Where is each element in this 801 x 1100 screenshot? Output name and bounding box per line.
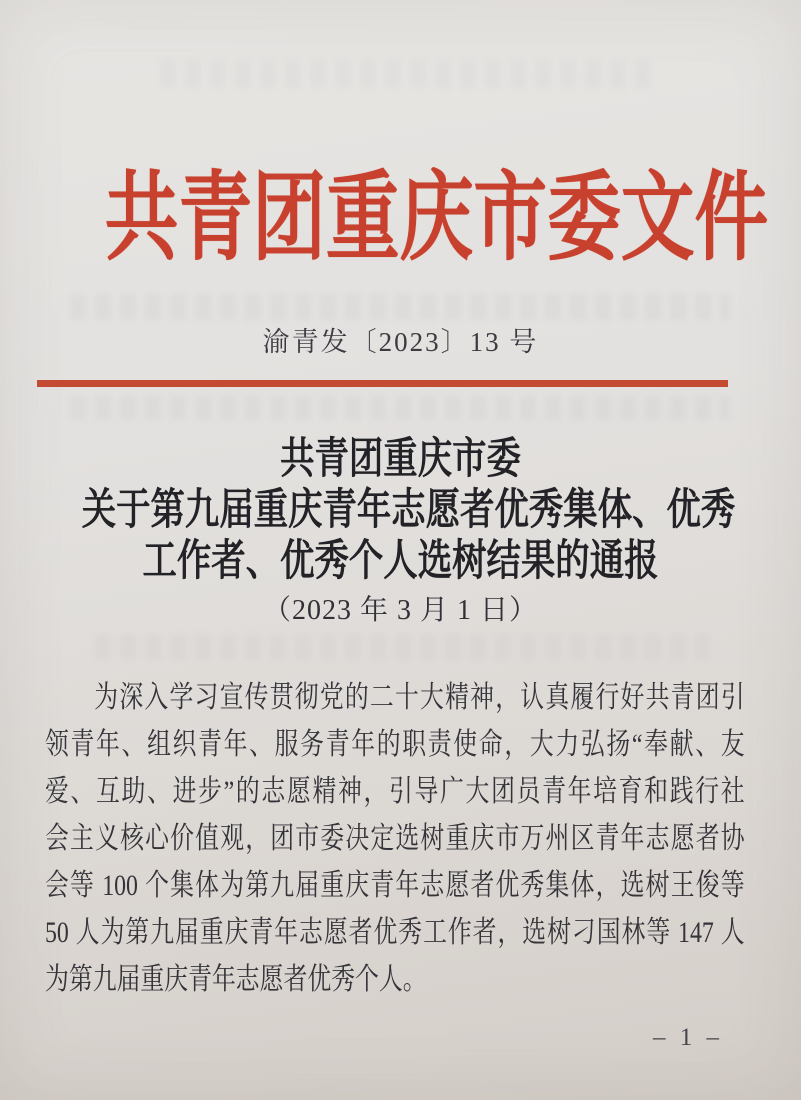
body-text-line: 为第九届重庆青年志愿者优秀个人。 xyxy=(45,963,427,996)
body-text-line: 为深入学习宣传贯彻党的二十大精神，认真履行好共青团引 xyxy=(94,681,745,714)
body-text-line: 爱、互助、进步”的志愿精神，引导广大团员青年培育和践行社 xyxy=(45,775,745,808)
document-title-line xyxy=(0,434,801,485)
body-text-line: 会主义核心价值观，团市委决定选树重庆市万州区青年志愿者协 xyxy=(45,822,745,855)
bleed-through-artifact xyxy=(160,60,660,88)
body-text-line: 会等 100 个集体为第九届重庆青年志愿者优秀集体，选树王俊等 xyxy=(45,869,745,902)
document-header-title: 共青团重庆市委文件 xyxy=(104,165,769,272)
document-title xyxy=(0,434,801,587)
document-body xyxy=(45,674,745,1003)
bleed-through-artifact xyxy=(70,396,730,420)
bleed-through-artifact xyxy=(70,294,730,320)
page-number: – 1 – xyxy=(653,1024,723,1051)
red-separator-line xyxy=(37,380,728,387)
document-date: （2023 年 3 月 1 日） xyxy=(262,595,538,626)
document-title-line-text: 关于第九届重庆青年志愿者优秀集体、优秀 xyxy=(81,487,736,534)
bleed-through-artifact xyxy=(95,634,710,660)
body-text-line: 领青年、组织青年、服务青年的职责使命，大力弘扬“奉献、友 xyxy=(45,728,745,761)
document-title-line xyxy=(0,536,801,587)
document-title-line-text: 共青团重庆市委 xyxy=(280,436,521,483)
document-title-line-text: 工作者、优秀个人选树结果的通报 xyxy=(142,538,659,585)
document-reference-number: 渝青发〔2023〕13 号 xyxy=(262,327,539,357)
document-title-line xyxy=(0,485,801,536)
document-header-banner xyxy=(0,152,801,286)
body-text-line: 50 人为第九届重庆青年志愿者优秀工作者，选树刁国林等 147 人 xyxy=(45,916,745,949)
